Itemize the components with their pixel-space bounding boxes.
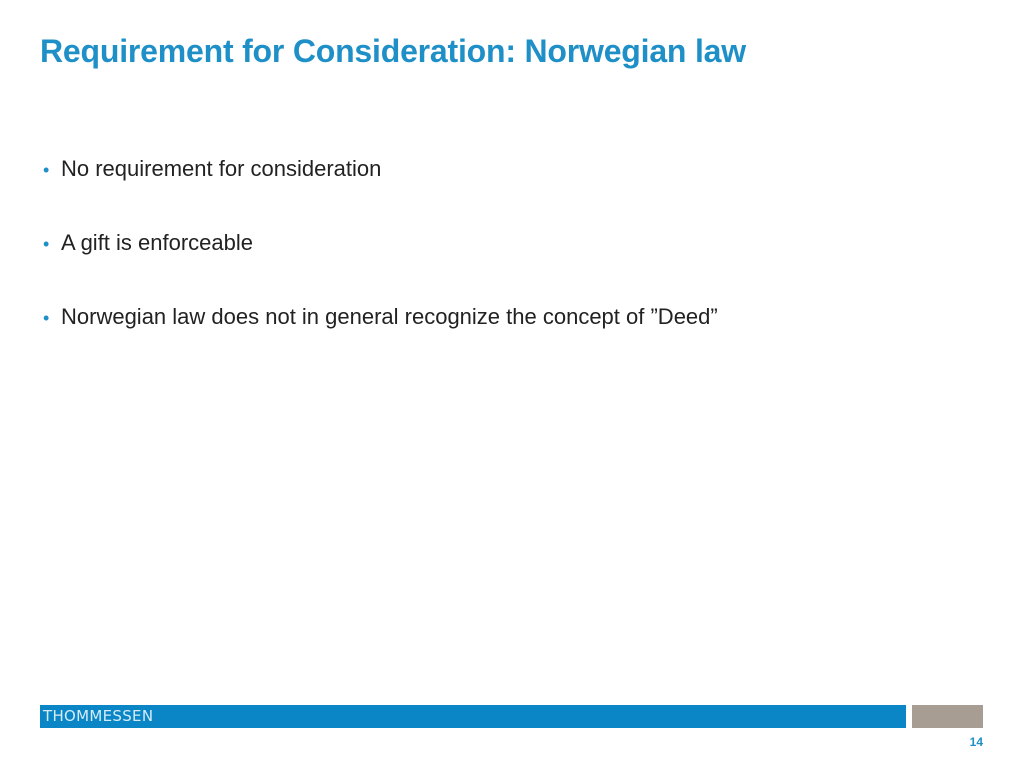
footer-bar (40, 705, 906, 728)
footer-accent-block (912, 705, 983, 728)
bullet-icon: • (43, 308, 50, 328)
bullet-text: No requirement for consideration (61, 156, 382, 181)
page-number: 14 (969, 735, 983, 749)
bullet-list (40, 156, 718, 378)
bullet-item (40, 156, 718, 230)
bullet-text: Norwegian law does not in general recognize the concept of ”Deed” (61, 304, 718, 329)
bullet-item (40, 230, 718, 304)
slide-title: Requirement for Consideration: Norwegian law (40, 33, 746, 69)
company-logo: THOMMESSEN (43, 707, 154, 725)
bullet-text: A gift is enforceable (61, 230, 254, 255)
bullet-icon: • (43, 234, 50, 254)
bullet-item (40, 304, 718, 378)
bullet-icon: • (43, 160, 50, 180)
